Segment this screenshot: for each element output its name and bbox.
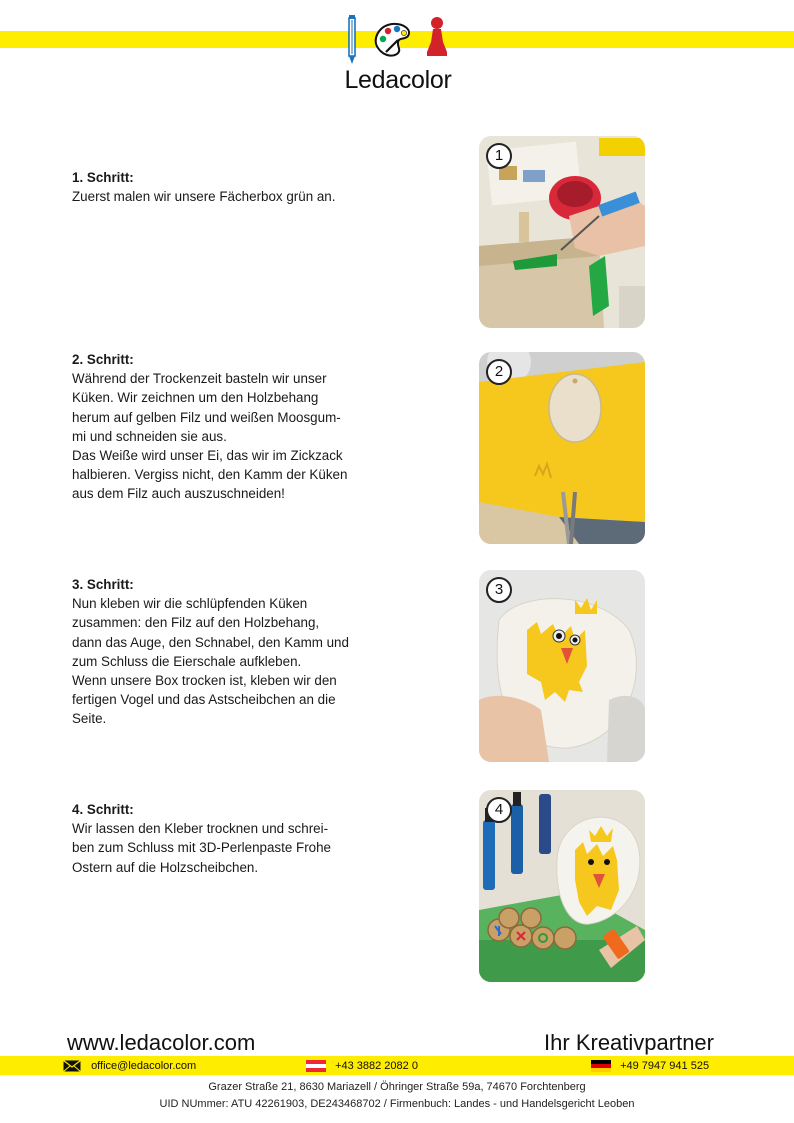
step-text-line: dann das Auge, den Schnabel, den Kamm und <box>72 634 349 650</box>
step-text-line: zum Schluss die Eierschale aufkleben. <box>72 653 302 669</box>
austria-flag-icon <box>306 1060 326 1072</box>
step-text-line: mi und schneiden sie aus. <box>72 428 227 444</box>
step-number-badge: 1 <box>486 143 512 169</box>
step-text-line: Ostern auf die Holzscheibchen. <box>72 859 259 875</box>
palette-icon <box>376 24 409 56</box>
step-text-line: Das Weiße wird unser Ei, das wir im Zickzack <box>72 448 343 464</box>
step-title: 1. Schritt: <box>72 170 134 185</box>
germany-flag-icon <box>591 1060 611 1072</box>
step-text-line: aus dem Filz auch auszuschneiden! <box>72 486 285 502</box>
step-text-line: Nun kleben wir die schlüpfenden Küken <box>72 596 308 612</box>
step-text-line: Wir lassen den Kleber trocknen und schrei- <box>72 821 329 837</box>
step-3 <box>72 575 392 729</box>
phone-austria[interactable] <box>306 1058 418 1074</box>
game-pawn-icon <box>427 17 447 56</box>
step-text-line: halbieren. Vergiss nicht, den Kamm der Küken <box>72 467 348 483</box>
step-text-line: Zuerst malen wir unsere Fächerbox grün an. <box>72 189 336 205</box>
step-1-photo <box>479 136 645 328</box>
step-text-line: Küken. Wir zeichnen um den Holzbehang <box>72 390 319 406</box>
step-text-line: Seite. <box>72 711 107 727</box>
email-contact[interactable] <box>62 1058 196 1074</box>
step-text-line: ben zum Schluss mit 3D-Perlenpaste Frohe <box>72 840 331 856</box>
step-number-badge: 3 <box>486 577 512 603</box>
company-address: Grazer Straße 21, 8630 Mariazell / Öhringer Straße 59a, 74670 Forchtenberg <box>208 1081 586 1093</box>
step-4-photo <box>479 790 645 982</box>
step-text-line: herum auf gelben Filz und weißen Moosgum- <box>72 409 341 425</box>
step-number-badge: 2 <box>486 359 512 385</box>
ledacolor-logo <box>342 12 454 92</box>
step-text-line: Wenn unsere Box trocken ist, kleben wir den <box>72 673 337 689</box>
step-title: 2. Schritt: <box>72 352 134 367</box>
pencil-icon <box>349 15 355 64</box>
envelope-icon <box>62 1060 82 1072</box>
step-number-badge: 4 <box>486 797 512 823</box>
brand-name: Ledacolor <box>344 66 452 94</box>
step-4 <box>72 800 392 877</box>
phone-germany[interactable] <box>591 1058 709 1074</box>
step-text-line: fertigen Vogel und das Astscheibchen an die <box>72 692 336 708</box>
email-text[interactable]: office@ledacolor.com <box>91 1060 197 1073</box>
phone-at-text[interactable]: +43 3882 2082 0 <box>335 1060 418 1073</box>
website-link[interactable]: www.ledacolor.com <box>67 1030 256 1055</box>
step-text-line: Während der Trockenzeit basteln wir unser <box>72 371 327 387</box>
step-title: 4. Schritt: <box>72 802 134 817</box>
phone-de-text[interactable]: +49 7947 941 525 <box>620 1060 710 1073</box>
slogan: Ihr Kreativpartner <box>544 1030 714 1055</box>
step-title: 3. Schritt: <box>72 577 134 592</box>
step-2 <box>72 350 392 504</box>
step-2-photo <box>479 352 645 544</box>
company-registration: UID NUmmer: ATU 42261903, DE243468702 / Firmenbuch: Landes - und Handelsgericht Leoben <box>159 1098 635 1110</box>
step-text-line: zusammen: den Filz auf den Holzbehang, <box>72 615 320 631</box>
step-3-photo <box>479 570 645 762</box>
step-1 <box>72 168 392 206</box>
